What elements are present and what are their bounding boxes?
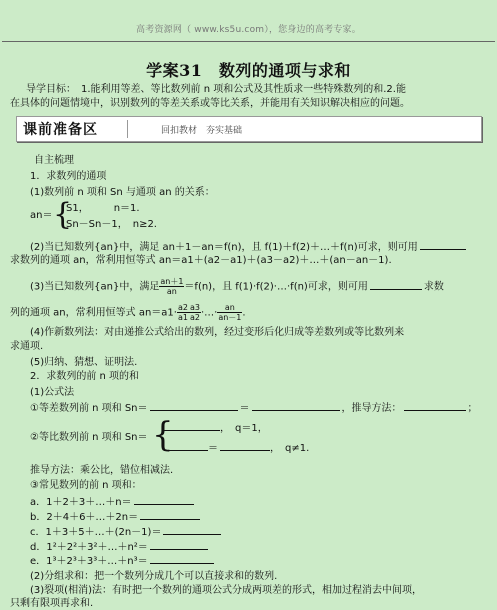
answer-blank — [134, 495, 194, 505]
sum-a-text: a．1＋2＋3＋…＋n＝ — [30, 497, 132, 508]
fraction-1 — [177, 303, 189, 322]
fraction-3 — [217, 303, 242, 322]
page-header: 高考资源网（ www.ks5u.com），您身边的高考专家。 — [136, 25, 361, 35]
item-1-1: (1)数列前 n 项和 Sn 与通项 an 的关系： — [30, 187, 215, 198]
piecewise-case-1: S1， n＝1. — [66, 203, 140, 214]
sum-e — [30, 554, 214, 568]
sum-d — [30, 540, 208, 554]
item-1-4-line-1: (4)作新数列法：对由递推公式给出的数列，经过变形后化归成等差数列或等比数列来 — [30, 327, 405, 338]
common-sums-heading: ③常见数列的前 n 项和： — [30, 480, 142, 491]
semicolon: ； — [467, 403, 478, 414]
answer-blank — [140, 510, 200, 520]
geometric-sum-lhs: ②等比数列前 n 项和 Sn＝ — [30, 432, 148, 443]
item-1-4-line-2: 求通项. — [10, 341, 44, 352]
piecewise-case-2: Sn－Sn－1， n≥2. — [66, 219, 157, 230]
geometric-derivation: 推导方法：乘公比，错位相减法. — [30, 465, 174, 476]
fraction-denominator: an — [166, 287, 177, 296]
answer-blank — [164, 441, 208, 451]
geometric-brace: { — [152, 415, 174, 455]
banner-divider — [127, 120, 128, 138]
fraction-numerator: an — [217, 303, 242, 313]
answer-blank — [252, 401, 340, 411]
fraction-2 — [189, 303, 201, 322]
case-1-condition: ， q＝1， — [220, 423, 268, 434]
answer-blank — [163, 525, 221, 535]
answer-blank — [420, 240, 466, 250]
sum-e-text: e．1³＋2³＋3³＋…＋n³＝ — [30, 556, 148, 567]
answer-blank — [150, 401, 238, 411]
banner-subtitle: 回扣教材 夯实基础 — [161, 126, 243, 136]
objective-line-2: 在具体的问题情境中，识别数列的等差关系或等比关系，并能用有关知识解决相应的问题。 — [10, 98, 410, 109]
answer-blank — [150, 554, 214, 564]
item-1-3-line-1 — [30, 277, 444, 296]
answer-blank — [220, 441, 270, 451]
item-1-2-line-1 — [30, 240, 466, 254]
case-2-condition: ， q≠1. — [270, 443, 310, 454]
sum-a — [30, 495, 194, 509]
geometric-case-2 — [164, 441, 309, 455]
item-1-5: (5)归纳、猜想、证明法. — [30, 357, 138, 368]
item-1-2-text: (2)当已知数列{an}中，满足 an＋1－an＝f(n)，且 f(1)＋f(2)＋…＋f(n)可求，则可用 — [30, 242, 418, 253]
equals-sign: ＝ — [239, 403, 250, 414]
sum-c — [30, 525, 221, 539]
answer-blank — [150, 540, 208, 550]
equals-sign: ＝ — [208, 443, 218, 454]
header-divider — [2, 41, 495, 42]
item-2-2: (2)分组求和：把一个数列分成几个可以直接求和的数列. — [30, 571, 278, 582]
arithmetic-sum-line — [30, 401, 478, 415]
item-1-3-text-a: (3)当已知数列{an}中，满足 — [30, 281, 160, 293]
answer-blank — [370, 280, 422, 290]
identity-end: . — [242, 307, 246, 319]
fraction-denominator: an－1 — [218, 313, 242, 322]
fraction-numerator: an＋1 — [160, 277, 184, 286]
item-1-3-text-b: ＝f(n)，且 f(1)·f(2)·…·f(n)可求，则可用 — [184, 281, 368, 293]
fraction-numerator: a3 — [189, 303, 200, 312]
product-dots: ·…· — [200, 307, 218, 319]
answer-blank — [164, 421, 220, 431]
sum-b-text: b．2＋4＋6＋…＋2n＝ — [30, 512, 139, 523]
item-2-3-line-2: 只剩有限项再求和. — [10, 598, 94, 609]
piecewise-brace: { — [53, 197, 73, 232]
sum-d-text: d．1²＋2²＋3²＋…＋n²＝ — [30, 542, 148, 553]
item-2-heading: 2．求数列的前 n 项的和 — [30, 371, 140, 382]
objective-line-1: 导学目标： 1.能利用等差、等比数列前 n 项和公式及其性质求一些特殊数列的和.2.能 — [26, 84, 406, 95]
section-banner — [16, 116, 482, 142]
piecewise-lhs: an＝ — [30, 210, 53, 221]
arithmetic-sum-text: ①等差数列前 n 项和 Sn＝ — [30, 403, 148, 414]
item-1-3-text-c: 求数 — [423, 281, 444, 293]
banner-title: 课前准备区 — [23, 122, 98, 138]
item-1-3-line-2 — [10, 303, 246, 322]
fraction-denominator: a2 — [189, 313, 200, 322]
item-2-3-line-1: (3)裂项(相消)法：有时把一个数列的通项公式分成两项差的形式，相加过程消去中间项， — [30, 585, 422, 596]
geometric-case-1 — [164, 421, 268, 435]
fraction-denominator: a1 — [177, 313, 188, 322]
answer-blank — [404, 401, 466, 411]
item-2-1: (1)公式法 — [30, 387, 75, 398]
page-title: 学案31 数列的通项与求和 — [146, 61, 351, 80]
item-1-heading: 1．求数列的通项 — [30, 171, 107, 182]
sum-c-text: c．1＋3＋5＋…＋(2n－1)＝ — [30, 527, 162, 538]
ratio-fraction — [159, 277, 184, 296]
item-1-2-line-2: 求数列的通项 an，常利用恒等式 an＝a1＋(a2－a1)＋(a3－a2)＋…＋(an－an－1). — [10, 255, 392, 266]
identity-text: 列的通项 an，常利用恒等式 an＝a1· — [10, 307, 177, 319]
fraction-numerator: a2 — [177, 303, 188, 312]
section-heading: 自主梳理 — [34, 155, 74, 166]
sum-b — [30, 510, 200, 524]
derivation-label: ，推导方法： — [341, 403, 402, 414]
